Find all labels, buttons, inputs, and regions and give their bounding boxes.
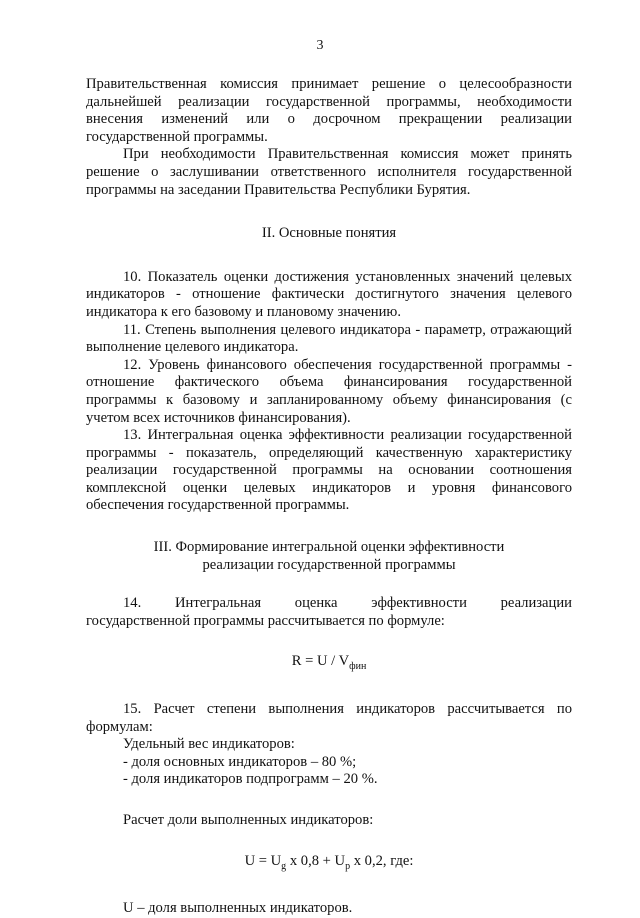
- weight-subprogram-indicators: - доля индикаторов подпрограмм – 20 %.: [123, 771, 378, 788]
- item-14-rest: государственной программы рассчитывается по формуле:: [86, 612, 445, 629]
- page-number: 3: [316, 38, 324, 53]
- item-13: 13. Интегральная оценка эффективности реализации государственной программы - показатель, определяющий качественную характеристику реализации государственной программы на основании соотношения комплексной оценки целевых индикаторов и уровня финансового обеспечения государственной программы.: [86, 427, 572, 514]
- item-10: 10. Показатель оценки достижения установленных значений целевых индикаторов - отношение фактически достигнутого значения целевого индикатора к его базовому и плановому значению.: [86, 268, 572, 320]
- formula-share-part-b: x 0,8 + U: [286, 852, 346, 869]
- definition-u: U – доля выполненных индикаторов.: [123, 900, 353, 916]
- paragraph-commission-hearing: При необходимости Правительственная комиссия может принять решение о заслушивании ответственного исполнителя государственной программы на заседании Правительства Республики Бурятия.: [86, 146, 572, 198]
- formula-share-sub-g: g: [281, 860, 287, 872]
- weights-label: Удельный вес индикаторов:: [123, 736, 295, 753]
- formula-integral-main: R = U / V: [291, 653, 350, 670]
- weight-main-indicators: - доля основных индикаторов – 80 %;: [123, 753, 357, 770]
- formula-share-sub-p: p: [345, 860, 351, 872]
- item-14-word: реализации: [500, 595, 572, 612]
- item-14-word: эффективности: [371, 595, 467, 612]
- item-14-word: 14.: [123, 595, 142, 612]
- item-15: 15. Расчет степени выполнения индикаторов рассчитывается по формулам:: [86, 700, 572, 735]
- section-3-title-line-2: реализации государственной программы: [202, 556, 456, 573]
- item-14-word: Интегральная: [175, 595, 262, 612]
- item-14-first-line: [86, 595, 572, 613]
- formula-share-part-c: x 0,2, где:: [350, 852, 414, 869]
- formula-share: [86, 853, 572, 876]
- item-14-word: оценка: [294, 595, 338, 612]
- formula-integral-sub: фин: [349, 661, 367, 673]
- section-3-title-line-1: III. Формирование интегральной оценки эффективности: [153, 539, 505, 556]
- item-11: 11. Степень выполнения целевого индикатора - параметр, отражающий выполнение целевого индикатора.: [86, 321, 572, 356]
- section-2-title: II. Основные понятия: [261, 225, 397, 242]
- paragraph-commission-decision: Правительственная комиссия принимает решение о целесообразности дальнейшей реализации государственной программы, необходимости внесения изменений или о досрочном прекращении реализации государственной программы.: [86, 76, 572, 145]
- document-body: [86, 76, 572, 918]
- item-12: 12. Уровень финансового обеспечения государственной программы - отношение фактического объема финансирования государственной программы к базовому и запланированному объему финансирования (с учетом всех источников финансирования).: [86, 356, 572, 426]
- formula-share-part-a: U = U: [244, 852, 282, 869]
- formula-integral: [86, 653, 572, 676]
- calc-label: Расчет доли выполненных индикаторов:: [123, 811, 374, 828]
